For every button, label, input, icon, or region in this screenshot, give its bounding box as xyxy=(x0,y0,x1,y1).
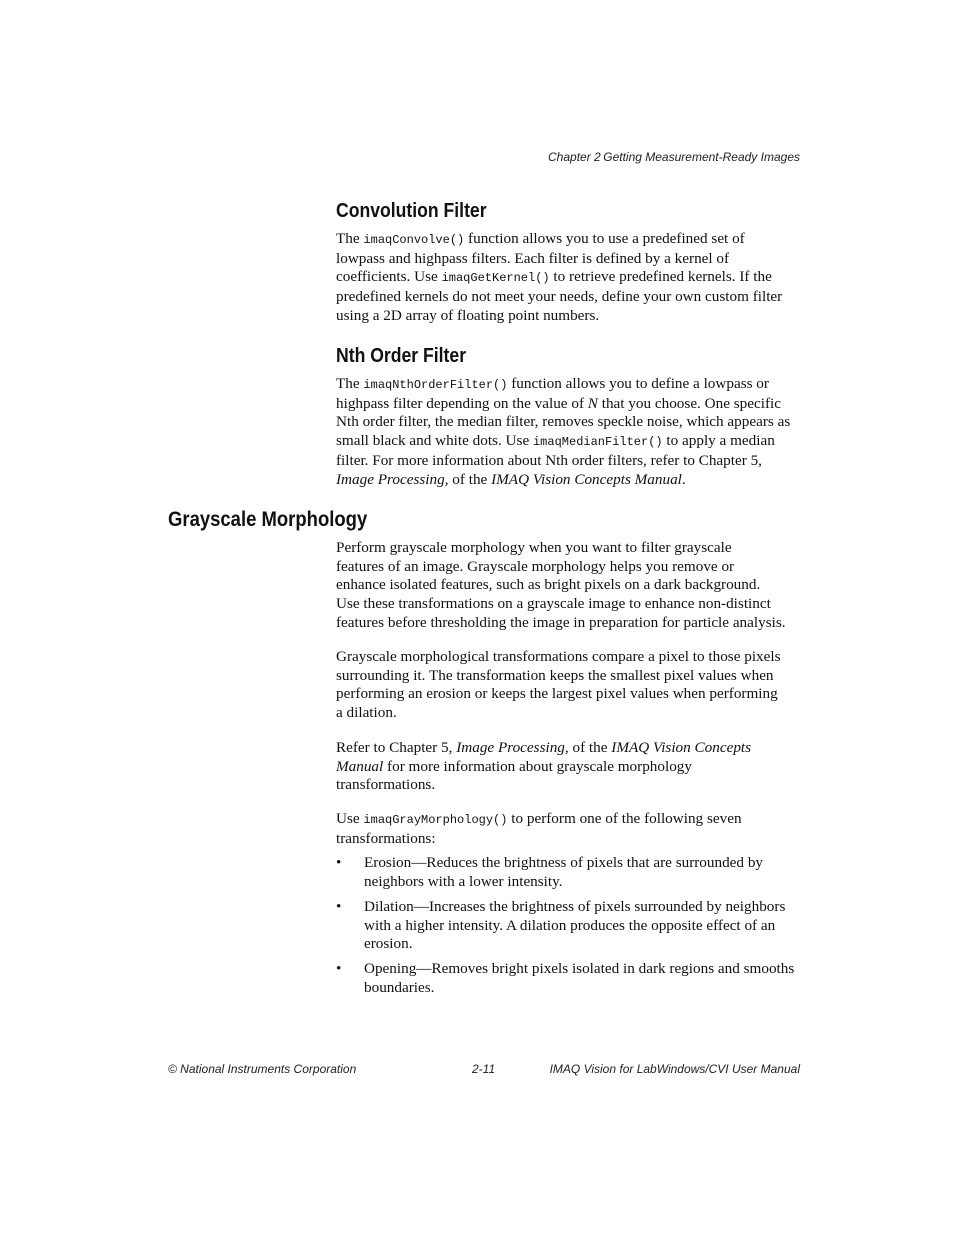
paragraph-morph-2: Grayscale morphological transformations compare a pixel to those pixels surrounding it. The transformation keeps the smallest pixel values when performing an erosion or keeps the largest pixel values when performing a dilation. xyxy=(336,648,781,722)
header-title: Getting Measurement-Ready Images xyxy=(603,150,800,164)
code-imaqconvolve: imaqConvolve() xyxy=(363,233,465,247)
bullet-icon: • xyxy=(336,854,342,871)
footer-manual-title: IMAQ Vision for LabWindows/CVI User Manual xyxy=(549,1062,800,1076)
code-imaqmedianfilter: imaqMedianFilter() xyxy=(532,435,663,450)
paragraph-morph-4: Use imaqGrayMorphology() to perform one of the following seven transformations: xyxy=(336,810,742,847)
code-imaqnthorderfilter: imaqNthOrderFilter() xyxy=(363,378,508,392)
footer-copyright: © National Instruments Corporation xyxy=(168,1062,357,1076)
header-chapter: Chapter 2 xyxy=(548,150,601,164)
bullet-icon: • xyxy=(336,960,342,977)
paragraph-morph-1: Perform grayscale morphology when you want to filter grayscale features of an image. Grayscale morphology helps you remove or enhance isolated features, such as bright pixels on a dark background. Use these transformations on a grayscale image to enhance non-distinct features before thresholding the image in preparation for particle analysis. xyxy=(336,539,786,631)
bullet-icon: • xyxy=(336,898,342,915)
heading-grayscale-morphology: Grayscale Morphology xyxy=(168,508,368,531)
footer-page-number: 2-11 xyxy=(472,1062,496,1076)
code-imaqgraymorphology: imaqGrayMorphology() xyxy=(363,813,508,827)
code-imaqgetkernel: imaqGetKernel() xyxy=(441,271,550,286)
paragraph-nth-order: The imaqNthOrderFilter() function allows you to define a lowpass or highpass filter depending on the value of N that you choose. One specific Nth order filter, the median filter, removes speckle noise, which appears as small black and white dots. Use imaqMedianFilter() to apply a median filter. For more information about Nth order filters, refer to Chapter 5, Image Processing, of the IMAQ Vision Concepts Manual. xyxy=(336,375,791,488)
heading-convolution-filter: Convolution Filter xyxy=(336,200,487,222)
heading-nth-order-filter: Nth Order Filter xyxy=(336,345,467,367)
paragraph-morph-3: Refer to Chapter 5, Image Processing, of the IMAQ Vision Concepts Manual for more information about grayscale morphology transformations. xyxy=(336,739,752,794)
paragraph-convolution: The imaqConvolve() function allows you to use a predefined set of lowpass and highpass filters. Each filter is defined by a kernel of coefficients. Use imaqGetKernel() to retrieve predefined kernels. If the predefined kernels do not meet your needs, define your own custom filter using a 2D array of floating point numbers. xyxy=(336,230,783,324)
